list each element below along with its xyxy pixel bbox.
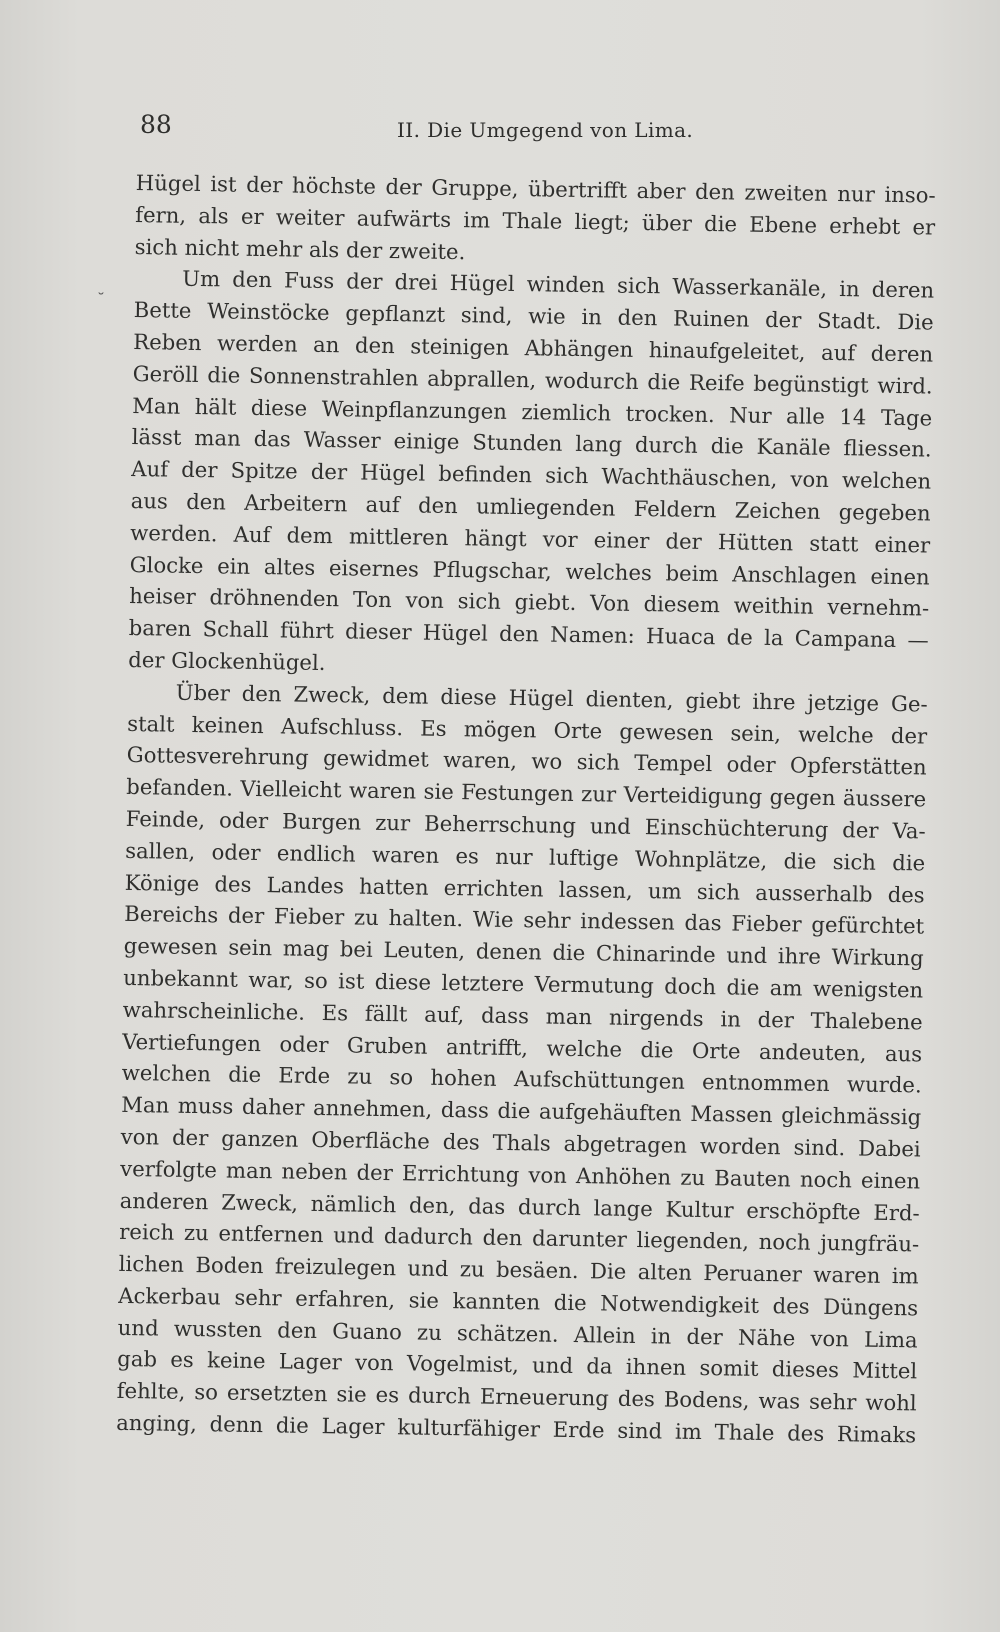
text-line: lässt man das Wasser einige Stunden lang durch die Kanäle fliessen.	[131, 424, 932, 462]
text-line: der Glockenhügel.	[128, 646, 326, 675]
text-line: Man muss daher annehmen, dass die aufgehäuften Massen gleichmässig	[121, 1091, 922, 1130]
text-line: verfolgte man neben der Errichtung von Anhöhen zu Bauten noch einen	[120, 1155, 921, 1194]
body-text	[116, 167, 936, 1451]
text-line: heiser dröhnenden Ton von sich giebt. Von diesem weithin vernehm-	[129, 583, 930, 621]
margin-mark: ˘	[97, 290, 105, 309]
text-line: Über den Zweck, dem diese Hügel dienten, giebt ihre jetzige Ge-	[175, 679, 928, 717]
text-line: Vertiefungen oder Gruben antrifft, welche die Orte andeuten, aus	[122, 1028, 923, 1066]
text-line: fehlte, so ersetzten sie es durch Erneuerung des Bodens, was sehr wohl	[116, 1378, 917, 1416]
text-line: sich nicht mehr als der zweite.	[134, 233, 466, 264]
text-line: Glocke ein altes eisernes Pflugschar, welches beim Anschlagen einen	[129, 551, 930, 590]
text-line: fern, als er weiter aufwärts im Thale liegt; über die Ebene erhebt er	[135, 201, 936, 240]
text-line: Hügel ist der höchste der Gruppe, übertrifft aber den zweiten nur inso-	[135, 169, 936, 208]
text-line: gab es keine Lager von Vogelmist, und da ihnen somit dieses Mittel	[117, 1346, 918, 1384]
text-line: Reben werden an den steinigen Abhängen hinaufgeleitet, auf deren	[133, 328, 934, 367]
text-line: werden. Auf dem mittleren hängt vor einer der Hütten statt einer	[130, 519, 931, 558]
text-line: Um den Fuss der drei Hügel winden sich Wasserkanäle, in deren	[182, 266, 935, 303]
running-head: II. Die Umgegend von Lima.	[397, 118, 694, 142]
page-header	[140, 108, 935, 148]
text-line: anderen Zweck, nämlich den, das durch lange Kultur erschöpfte Erd-	[119, 1187, 920, 1225]
text-line: aus den Arbeitern auf den umliegenden Feldern Zeichen gegeben	[130, 487, 931, 526]
text-line: unbekannt war, so ist diese letztere Vermutung doch die am wenigsten	[123, 964, 924, 1003]
text-line: reich zu entfernen und dadurch den darunter liegenden, noch jungfräu-	[119, 1219, 920, 1257]
text-line: lichen Boden freizulegen und zu besäen. Die alten Peruaner waren im	[118, 1250, 919, 1289]
text-line: Könige des Landes hatten errichten lassen, um sich ausserhalb des	[124, 869, 925, 908]
text-line: befanden. Vielleicht waren sie Festungen zur Verteidigung gegen äussere	[126, 774, 927, 812]
text-line: Gottesverehrung gewidmet waren, wo sich Tempel oder Opferstätten	[126, 742, 927, 780]
text-line: Bereichs der Fieber zu halten. Wie sehr indessen das Fieber gefürchtet	[124, 901, 925, 939]
text-line: gewesen sein mag bei Leuten, denen die Chinarinde und ihre Wirkung	[123, 933, 924, 971]
text-line: Auf der Spitze der Hügel befinden sich Wachthäuschen, von welchen	[131, 456, 932, 494]
text-line: stalt keinen Aufschluss. Es mögen Orte gewesen sein, welche der	[127, 710, 928, 749]
text-line: Geröll die Sonnenstrahlen abprallen, wodurch die Reife begünstigt wird.	[132, 360, 933, 399]
text-line: welchen die Erde zu so hohen Aufschüttungen entnommen wurde.	[121, 1060, 922, 1098]
text-line: anging, denn die Lager kulturfähiger Erde sind im Thale des Rimaks	[116, 1409, 917, 1448]
page-number: 88	[140, 110, 172, 139]
text-line: baren Schall führt dieser Hügel den Namen: Huaca de la Campana —	[128, 615, 929, 653]
text-line: sallen, oder endlich waren es nur luftige Wohnplätze, die sich die	[125, 837, 926, 876]
text-line: und wussten den Guano zu schätzen. Allein in der Nähe von Lima	[117, 1314, 918, 1353]
text-line: wahrscheinliche. Es fällt auf, dass man nirgends in der Thalebene	[122, 996, 923, 1035]
text-line: von der ganzen Oberfläche des Thals abgetragen worden sind. Dabei	[120, 1123, 921, 1162]
text-line: Man hält diese Weinpflanzungen ziemlich trocken. Nur alle 14 Tage	[132, 392, 933, 431]
text-line: Ackerbau sehr erfahren, sie kannten die Notwendigkeit des Düngens	[118, 1282, 919, 1321]
text-line: Bette Weinstöcke gepflanzt sind, wie in den Ruinen der Stadt. Die	[133, 297, 934, 335]
text-line: Feinde, oder Burgen zur Beherrschung und Einschüchterung der Va-	[125, 805, 926, 844]
